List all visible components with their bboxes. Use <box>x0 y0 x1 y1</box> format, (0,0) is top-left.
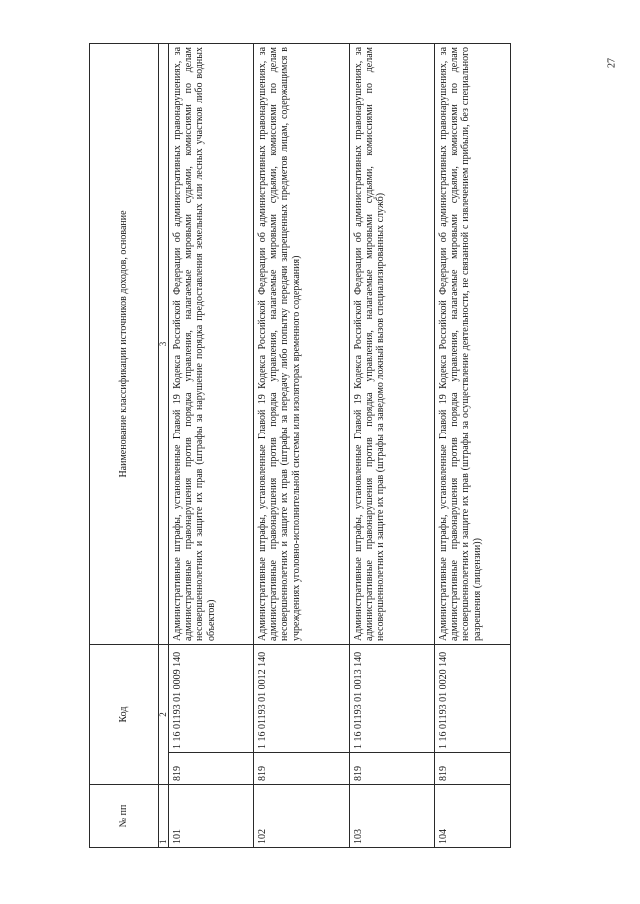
header-number: № пп <box>90 785 159 848</box>
row-classification-code: 1 16 01193 01 0020 140 <box>435 644 511 752</box>
table-row <box>350 43 435 847</box>
table-header <box>90 43 169 847</box>
header-code: Код <box>90 644 159 784</box>
row-admin-code: 819 <box>350 753 435 785</box>
rotated-table-container <box>89 44 492 848</box>
row-classification-code: 1 16 01193 01 0013 140 <box>350 644 435 752</box>
row-admin-code: 819 <box>169 753 254 785</box>
page-number: 27 <box>606 58 618 68</box>
column-number-3: 3 <box>159 43 169 644</box>
column-number-row <box>159 43 169 847</box>
row-description: Административные штрафы, установленные Главой 19 Кодекса Российской Федерации об административных правонарушениях, за административные правонарушения против порядка управления, налагаемые мировыми судьями, комиссиями по делам несовершеннолетних и защите их прав (штрафы за передачу либо попытку передачи запрещенных предметов лицам, содержащимся в учреждениях уголовно-исполнительной системы или изоляторах временного содержания) <box>254 43 350 644</box>
row-admin-code: 819 <box>435 753 511 785</box>
row-classification-code: 1 16 01193 01 0012 140 <box>254 644 350 752</box>
table-row <box>169 43 254 847</box>
table-body <box>169 43 511 847</box>
row-classification-code: 1 16 01193 01 0009 140 <box>169 644 254 752</box>
row-description: Административные штрафы, установленные Главой 19 Кодекса Российской Федерации об административных правонарушениях, за административные правонарушения против порядка управления, налагаемые мировыми судьями, комиссиями по делам несовершеннолетних и защите их прав (штрафы за заведомо ложный вызов специализированных служб) <box>350 43 435 644</box>
row-description: Административные штрафы, установленные Главой 19 Кодекса Российской Федерации об административных правонарушениях, за административные правонарушения против порядка управления, налагаемые мировыми судьями, комиссиями по делам несовершеннолетних и защите их прав (штрафы за нарушение порядка предоставления земельных или лесных участков либо водных объектов) <box>169 43 254 644</box>
row-number: 101 <box>169 785 254 848</box>
row-number: 104 <box>435 785 511 848</box>
row-number: 102 <box>254 785 350 848</box>
column-number-1: 1 <box>159 785 169 848</box>
table-row <box>254 43 350 847</box>
table-row <box>435 43 511 847</box>
column-number-2: 2 <box>159 644 169 784</box>
header-name: Наименование классификации источников доходов, основание <box>90 43 159 644</box>
row-admin-code: 819 <box>254 753 350 785</box>
revenue-classification-table <box>89 43 511 848</box>
row-description: Административные штрафы, установленные Главой 19 Кодекса Российской Федерации об административных правонарушениях, за административные правонарушения против порядка управления, налагаемые мировыми судьями, комиссиями по делам несовершеннолетних и защите их прав (штрафы за осуществление деятельности, не связанной с извлечением прибыли, без специального разрешения (лицензии)) <box>435 43 511 644</box>
row-number: 103 <box>350 785 435 848</box>
header-row <box>90 43 159 847</box>
